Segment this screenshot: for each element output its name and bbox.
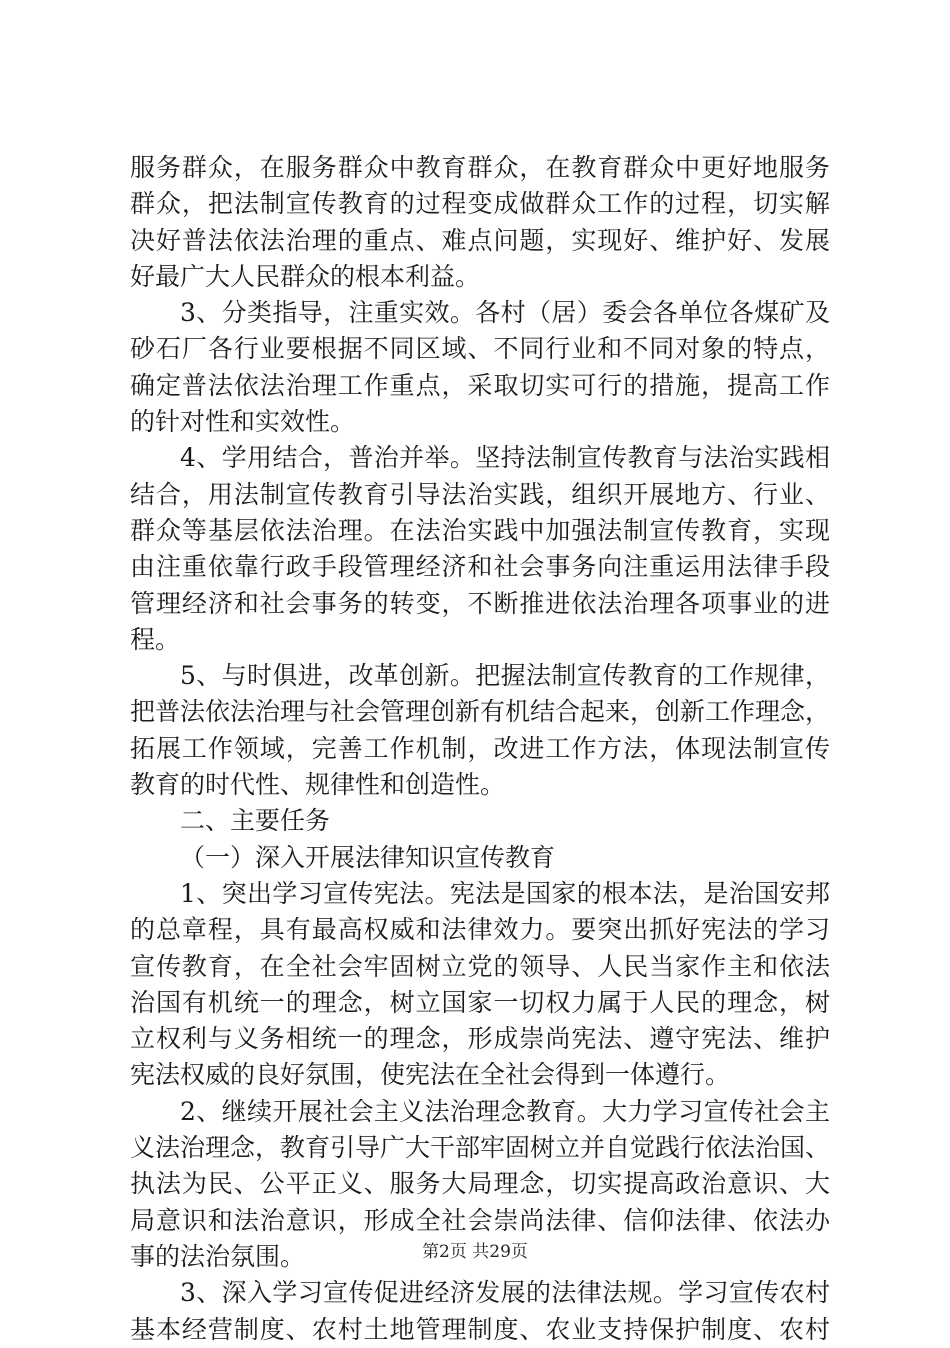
text-line: 治国有机统一的理念，树立国家一切权力属于人民的理念，树 (130, 987, 830, 1017)
text-line: 的总章程，具有最高权威和法律效力。要突出抓好宪法的学习 (130, 915, 830, 945)
text-line: 3、深入学习宣传促进经济发展的法律法规。学习宣传农村 (180, 1278, 830, 1308)
text-line: 拓展工作领域，完善工作机制，改进工作方法，体现法制宣传 (130, 733, 830, 763)
text-line: 二、主要任务 (180, 806, 331, 836)
text-line: 事的法治氛围。 (130, 1241, 306, 1271)
text-line: 结合，用法制宣传教育引导法治实践，组织开展地方、行业、 (130, 479, 830, 509)
page-number-footer: 第2页 共29页 (422, 1242, 528, 1262)
text-line: 把普法依法治理与社会管理创新有机结合起来，创新工作理念， (130, 697, 831, 727)
text-line: 程。 (130, 624, 181, 654)
text-line: 宣传教育，在全社会牢固树立党的领导、人民当家作主和依法 (130, 951, 830, 981)
text-line: 5、与时俱进，改革创新。把握法制宣传教育的工作规律， (180, 661, 830, 691)
text-line: 3、分类指导，注重实效。各村（居）委会各单位各煤矿及 (180, 298, 830, 328)
text-line: 4、学用结合，普治并举。坚持法制宣传教育与法治实践相 (180, 443, 830, 473)
text-line: 砂石厂各行业要根据不同区域、不同行业和不同对象的特点， (130, 334, 830, 364)
text-line: 决好普法依法治理的重点、难点问题，实现好、维护好、发展 (130, 225, 830, 255)
text-line: （一）深入开展法律知识宣传教育 (180, 842, 556, 872)
text-line: 由注重依靠行政手段管理经济和社会事务向注重运用法律手段 (130, 552, 830, 582)
text-line: 基本经营制度、农村土地管理制度、农业支持保护制度、农村 (130, 1314, 830, 1344)
text-line: 宪法权威的良好氛围，使宪法在全社会得到一体遵行。 (130, 1060, 731, 1090)
text-line: 教育的时代性、规律性和创造性。 (130, 770, 506, 800)
document-body (130, 150, 830, 1348)
text-line: 1、突出学习宣传宪法。宪法是国家的根本法，是治国安邦 (180, 878, 830, 908)
text-line: 义法治理念，教育引导广大干部牢固树立并自觉践行依法治国、 (130, 1133, 831, 1163)
text-line: 立权利与义务相统一的理念，形成崇尚宪法、遵守宪法、维护 (130, 1024, 830, 1054)
text-line: 执法为民、公平正义、服务大局理念，切实提高政治意识、大 (130, 1169, 830, 1199)
text-line: 好最广大人民群众的根本利益。 (130, 261, 481, 291)
text-line: 管理经济和社会事务的转变，不断推进依法治理各项事业的进 (130, 588, 830, 618)
text-line: 确定普法依法治理工作重点，采取切实可行的措施，提高工作 (130, 370, 830, 400)
text-line: 群众等基层依法治理。在法治实践中加强法制宣传教育，实现 (130, 515, 830, 545)
text-line: 2、继续开展社会主义法治理念教育。大力学习宣传社会主 (180, 1096, 830, 1126)
text-line: 的针对性和实效性。 (130, 407, 356, 437)
text-line: 群众，把法制宣传教育的过程变成做群众工作的过程，切实解 (130, 189, 830, 219)
text-line: 局意识和法治意识，形成全社会崇尚法律、信仰法律、依法办 (130, 1205, 830, 1235)
text-line: 服务群众，在服务群众中教育群众，在教育群众中更好地服务 (130, 153, 830, 182)
